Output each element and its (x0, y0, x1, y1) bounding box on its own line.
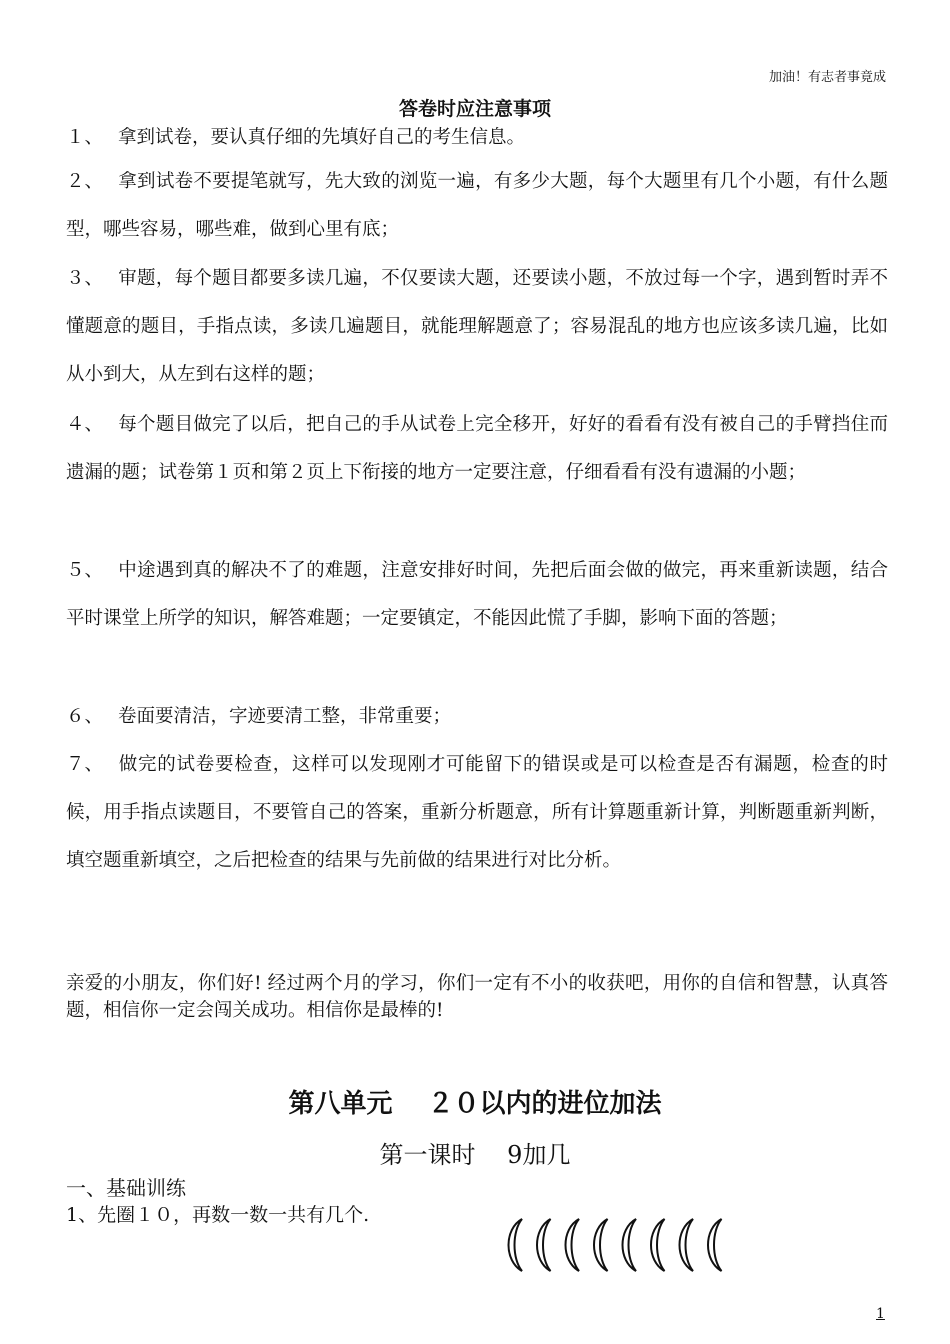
notice-item-number: ６、 (66, 706, 104, 727)
notice-item-3 (66, 255, 888, 399)
notice-item-4 (66, 401, 888, 497)
notice-item-1 (66, 114, 888, 162)
notice-item-2 (66, 158, 888, 254)
notice-item-text: 做完的试卷要检查，这样可以发现刚才可能留下的错误或是可以检查是否有漏题，检查的时候，用手指点读题目，不要管自己的答案，重新分析题意，所有计算题重新计算，判断题重新判断，填空题重新填空，之后把检查的结果与先前做的结果进行对比分析。 (66, 754, 888, 871)
notice-item-text: 拿到试卷不要提笔就写，先大致的浏览一遍，有多少大题，每个大题里有几个小题，有什么题型，哪些容易，哪些难，做到心里有底； (66, 171, 888, 240)
crescent-moon-icon (651, 1219, 665, 1271)
section-title: 一、基础训练 (66, 1176, 186, 1200)
notice-item-number: ４、 (66, 414, 104, 435)
notice-item-5 (66, 547, 888, 643)
greeting-paragraph: 亲爱的小朋友，你们好! 经过两个月的学习，你们一定有不小的收获吧，用你的自信和智慧，认真答题，相信你一定会闯关成功。相信你是最棒的! (66, 973, 888, 1021)
notice-title: 答卷时应注意事项 (398, 98, 551, 120)
notice-item-number: ５、 (66, 560, 104, 581)
question-text: 1、先圈１０，再数一数一共有几个. (66, 1204, 370, 1226)
crescent-moon-icon (680, 1219, 694, 1271)
crescent-moon-icon (509, 1219, 523, 1271)
page-number: 1 (876, 1306, 885, 1322)
crescent-moon-icon (566, 1219, 580, 1271)
crescent-moon-icon (623, 1219, 637, 1271)
notice-item-7 (66, 741, 888, 885)
notice-item-text: 拿到试卷，要认真仔细的先填好自己的考生信息。 (118, 127, 526, 148)
notice-item-text: 中途遇到真的解决不了的难题，注意安排好时间，先把后面会做的做完，再来重新读题，结合平时课堂上所学的知识，解答难题；一定要镇定，不能因此慌了手脚，影响下面的答题； (66, 560, 888, 629)
notice-item-number: ７、 (66, 754, 104, 775)
lesson-title: 第一课时 9加几 (379, 1141, 571, 1169)
crescent-moon-icon (537, 1219, 551, 1271)
header-slogan: 加油！有志者事竟成 (768, 70, 886, 85)
notice-item-number: ２、 (66, 171, 104, 192)
crescent-moon-icon (708, 1219, 722, 1271)
notice-item-number: １、 (66, 127, 104, 148)
notice-item-text: 每个题目做完了以后，把自己的手从试卷上完全移开，好好的看看有没有被自己的手臂挡住而遗漏的题；试卷第１页和第２页上下衔接的地方一定要注意，仔细看看有没有遗漏的小题； (66, 414, 888, 483)
notice-item-text: 审题，每个题目都要多读几遍，不仅要读大题，还要读小题，不放过每一个字，遇到暂时弄不懂题意的题目，手指点读，多读几遍题目，就能理解题意了；容易混乱的地方也应该多读几遍，比如从小到大，从左到右这样的题； (66, 268, 888, 385)
crescent-moon-icon (594, 1219, 608, 1271)
crescent-moons-figure (502, 1215, 742, 1275)
unit-title: 第八单元 ２０以内的进位加法 (288, 1089, 662, 1119)
notice-item-text: 卷面要清洁，字迹要清工整，非常重要； (118, 706, 452, 727)
notice-item-6 (66, 693, 888, 741)
notice-item-number: ３、 (66, 268, 104, 289)
